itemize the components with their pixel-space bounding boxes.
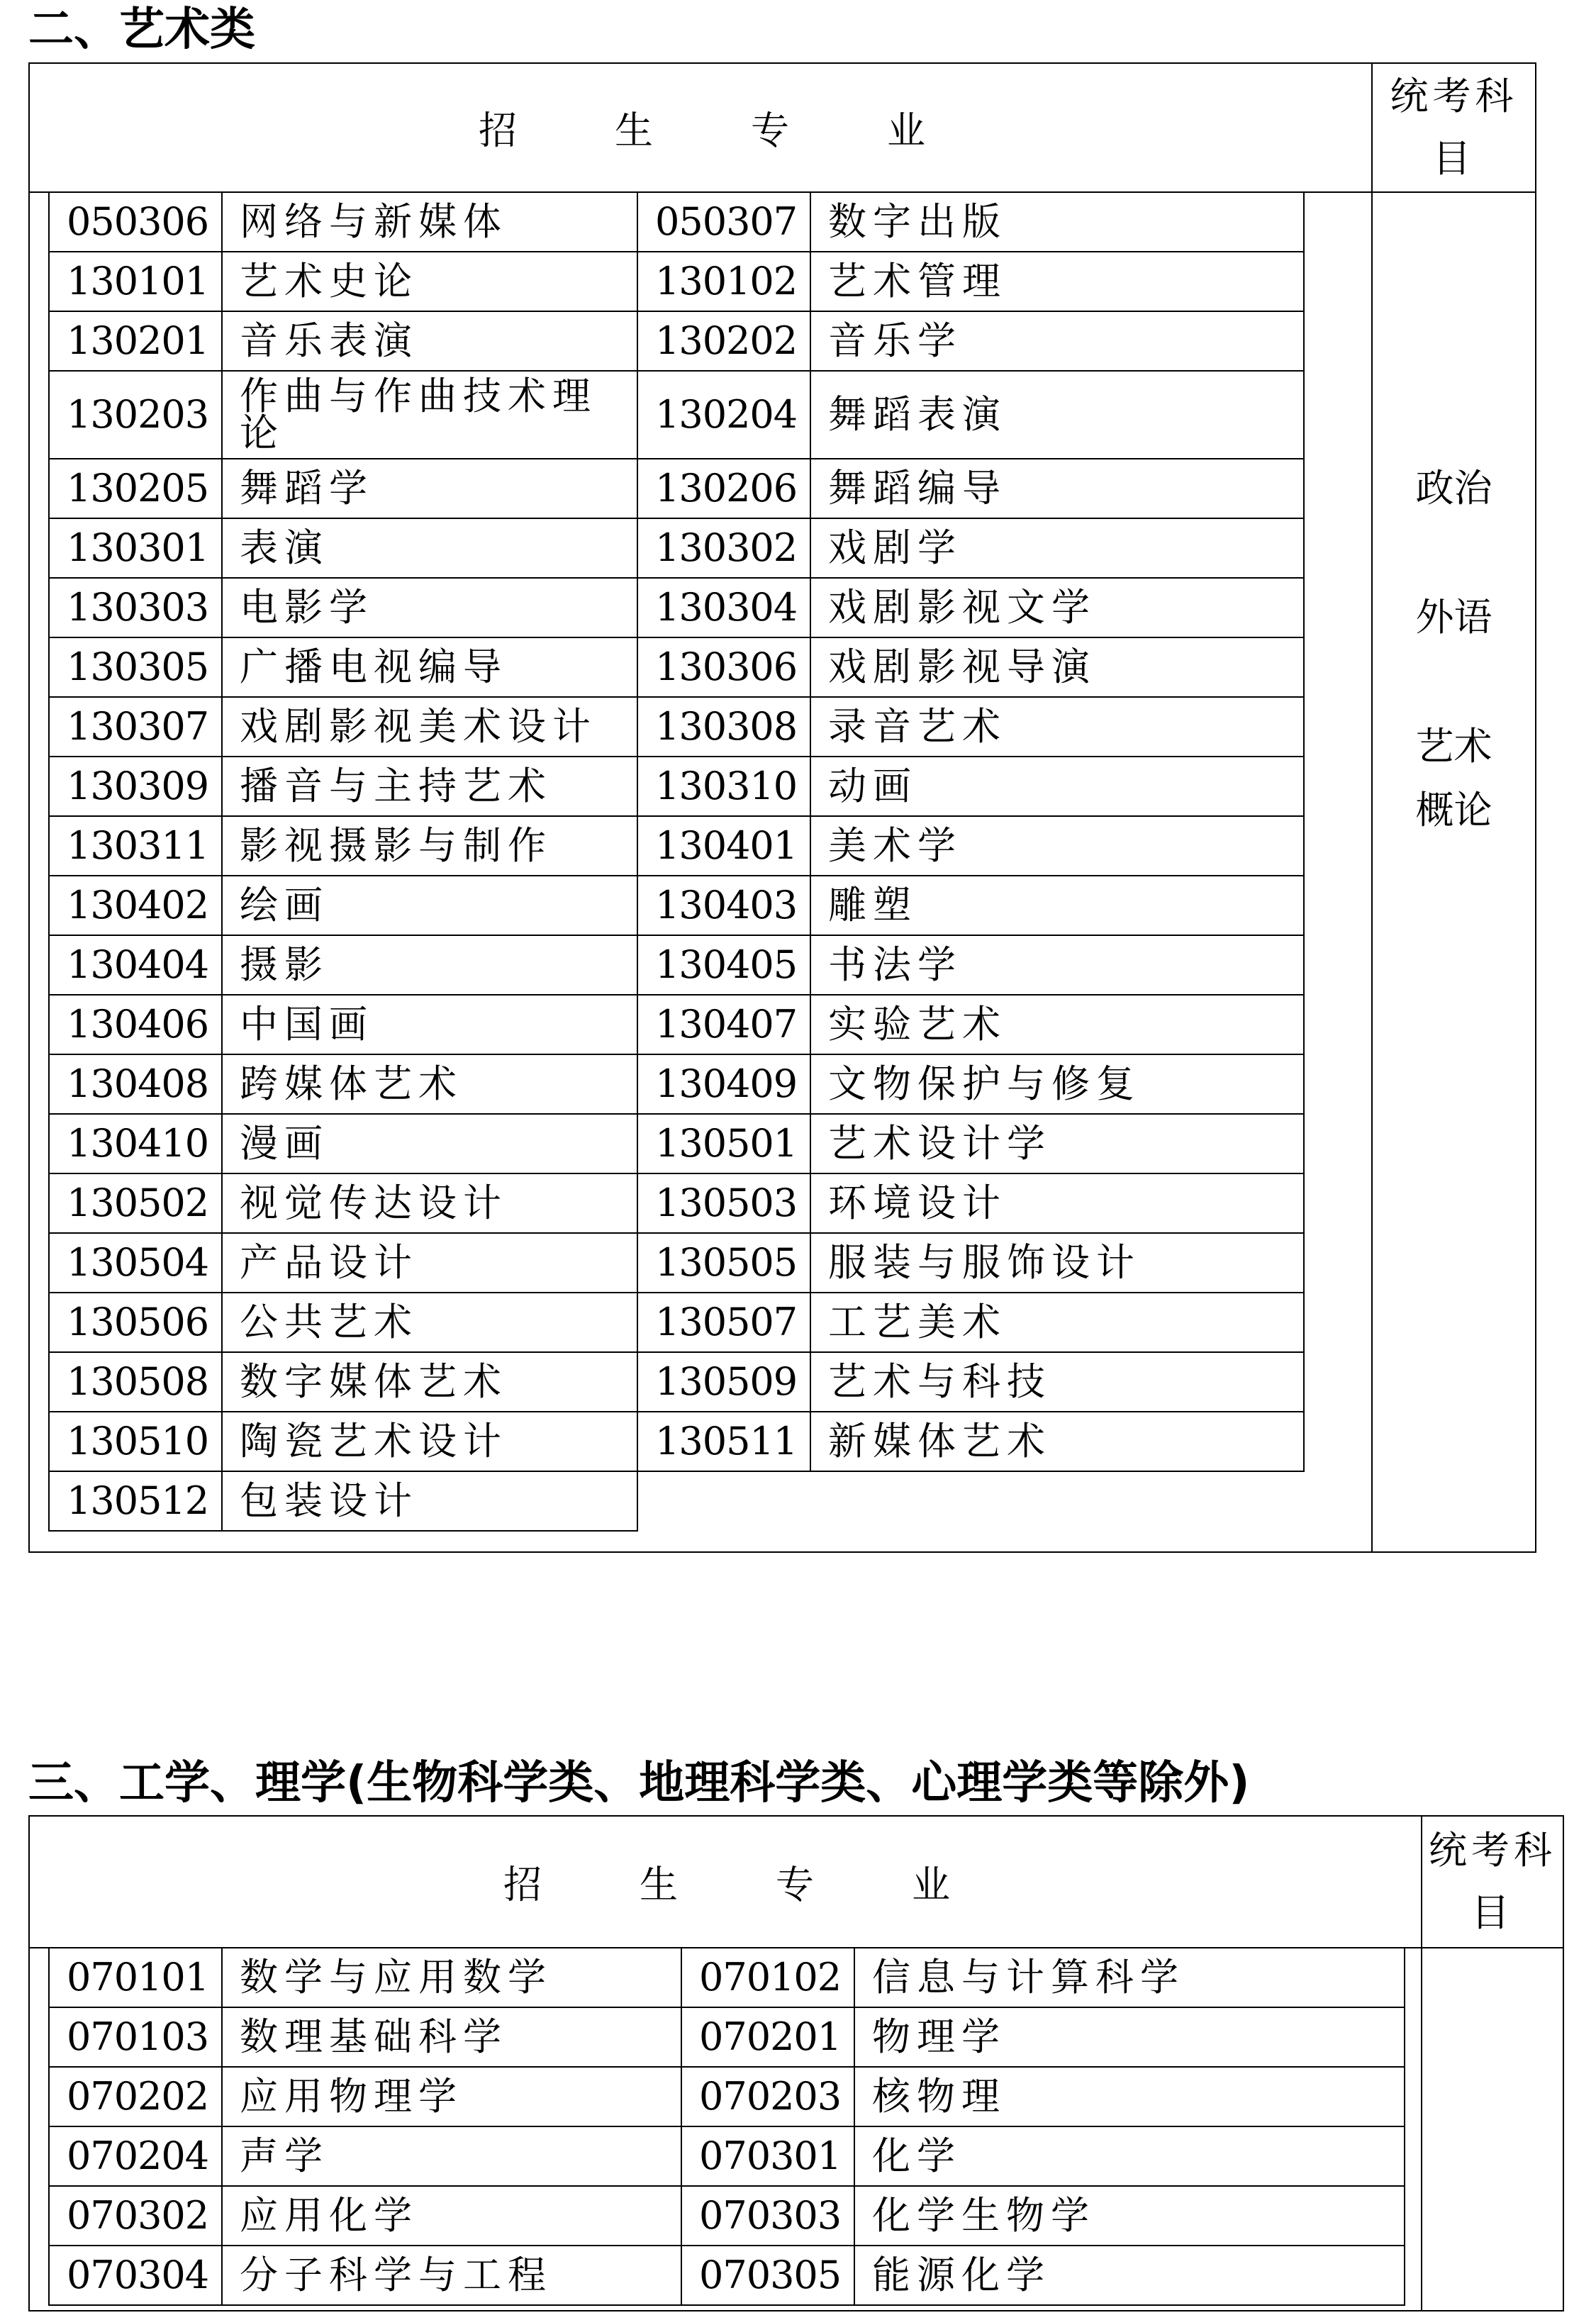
major-name: 声学 (222, 2126, 681, 2186)
table-row (49, 1173, 1304, 1233)
major-name: 舞蹈学 (222, 459, 637, 518)
major-name: 摄影 (222, 935, 637, 995)
major-code: 130511 (637, 1412, 810, 1471)
major-name: 作曲与作曲技术理论 (222, 371, 637, 459)
table-row (49, 2246, 1405, 2305)
major-code: 130310 (637, 757, 810, 816)
major-name: 舞蹈表演 (810, 371, 1304, 459)
major-code: 130502 (49, 1173, 222, 1233)
major-code: 070302 (49, 2186, 222, 2246)
major-name: 信息与计算科学 (854, 1948, 1405, 2007)
major-code: 130309 (49, 757, 222, 816)
major-code: 130102 (637, 252, 810, 311)
major-code: 130406 (49, 995, 222, 1054)
major-code: 070305 (681, 2246, 854, 2305)
major-name: 广播电视编导 (222, 637, 637, 697)
major-code: 130512 (49, 1471, 222, 1531)
table-row (49, 876, 1304, 935)
major-name: 书法学 (810, 935, 1304, 995)
major-code: 070203 (681, 2067, 854, 2126)
table-row (49, 2126, 1405, 2186)
major-code: 130401 (637, 816, 810, 876)
table-row (49, 2067, 1405, 2126)
major-code: 130201 (49, 311, 222, 371)
major-name: 艺术管理 (810, 252, 1304, 311)
table-row (49, 757, 1304, 816)
subject-foreign-language: 外语 (1415, 595, 1492, 640)
major-name: 影视摄影与制作 (222, 816, 637, 876)
science-majors-header-label: 招生专业 (503, 1862, 1048, 1907)
major-name: 戏剧影视美术设计 (222, 697, 637, 757)
major-code: 130402 (49, 876, 222, 935)
table-row (49, 1054, 1304, 1114)
major-code: 130305 (49, 637, 222, 697)
table-row (49, 459, 1304, 518)
major-name: 化学生物学 (854, 2186, 1405, 2246)
major-name: 公共艺术 (222, 1293, 637, 1352)
major-code: 130304 (637, 578, 810, 637)
arts-majors-header-label: 招生专业 (479, 108, 1023, 153)
science-subject-column (1421, 1817, 1563, 2310)
major-code: 130506 (49, 1293, 222, 1352)
major-code: 130509 (637, 1352, 810, 1412)
major-name: 网络与新媒体 (222, 192, 637, 252)
major-code: 130302 (637, 518, 810, 578)
major-name: 舞蹈编导 (810, 459, 1304, 518)
major-code: 070201 (681, 2007, 854, 2067)
major-code: 130405 (637, 935, 810, 995)
major-name: 戏剧影视导演 (810, 637, 1304, 697)
major-code: 070303 (681, 2186, 854, 2246)
major-code: 070202 (49, 2067, 222, 2126)
major-name: 艺术史论 (222, 252, 637, 311)
major-code: 130403 (637, 876, 810, 935)
table-row (49, 637, 1304, 697)
major-name: 包装设计 (222, 1471, 637, 1531)
major-name: 陶瓷艺术设计 (222, 1412, 637, 1471)
table-row (49, 1114, 1304, 1173)
major-name: 数字媒体艺术 (222, 1352, 637, 1412)
arts-majors-table (48, 191, 1305, 1532)
major-code: 130307 (49, 697, 222, 757)
major-name: 化学 (854, 2126, 1405, 2186)
major-name: 动画 (810, 757, 1304, 816)
empty-cell (637, 1471, 1304, 1531)
table-row (49, 371, 1304, 459)
major-name: 应用化学 (222, 2186, 681, 2246)
major-name: 环境设计 (810, 1173, 1304, 1233)
major-name: 数理基础科学 (222, 2007, 681, 2067)
major-code: 070204 (49, 2126, 222, 2186)
major-name: 实验艺术 (810, 995, 1304, 1054)
major-name: 数字出版 (810, 192, 1304, 252)
arts-subject-header-label: 统考科目 (1390, 74, 1518, 181)
subject-art-1: 艺术 (1415, 724, 1492, 769)
major-code: 130311 (49, 816, 222, 876)
section-title-science: 三、工学、理学(生物科学类、地理科学类、心理学类等除外) (28, 1757, 1250, 1809)
major-code: 130303 (49, 578, 222, 637)
table-row (49, 1233, 1304, 1293)
arts-subject-header (1373, 64, 1535, 193)
major-name: 核物理 (854, 2067, 1405, 2126)
major-code: 130505 (637, 1233, 810, 1293)
major-code: 130408 (49, 1054, 222, 1114)
major-code: 070304 (49, 2246, 222, 2305)
science-subject-header-label: 统考科目 (1429, 1828, 1556, 1935)
major-name: 物理学 (854, 2007, 1405, 2067)
section-title-arts: 二、艺术类 (28, 4, 255, 56)
major-code: 130410 (49, 1114, 222, 1173)
major-name: 工艺美术 (810, 1293, 1304, 1352)
major-code: 050307 (637, 192, 810, 252)
major-name: 应用物理学 (222, 2067, 681, 2126)
major-code: 070101 (49, 1948, 222, 2007)
major-code: 130508 (49, 1352, 222, 1412)
table-row (49, 995, 1304, 1054)
table-row (49, 935, 1304, 995)
major-code: 130308 (637, 697, 810, 757)
table-row (49, 1293, 1304, 1352)
major-name: 产品设计 (222, 1233, 637, 1293)
major-code: 130501 (637, 1114, 810, 1173)
major-code: 130507 (637, 1293, 810, 1352)
table-row (49, 2007, 1405, 2067)
science-subject-header (1422, 1817, 1563, 1948)
table-row (49, 518, 1304, 578)
table-row (49, 578, 1304, 637)
major-code: 130205 (49, 459, 222, 518)
major-code: 070102 (681, 1948, 854, 2007)
major-code: 130101 (49, 252, 222, 311)
major-name: 服装与服饰设计 (810, 1233, 1304, 1293)
major-name: 雕塑 (810, 876, 1304, 935)
major-code: 130404 (49, 935, 222, 995)
science-majors-header (30, 1817, 1424, 1948)
table-row (49, 311, 1304, 371)
major-code: 130301 (49, 518, 222, 578)
major-name: 艺术设计学 (810, 1114, 1304, 1173)
science-majors-table (48, 1947, 1405, 2306)
major-name: 分子科学与工程 (222, 2246, 681, 2305)
major-code: 130407 (637, 995, 810, 1054)
major-code: 130503 (637, 1173, 810, 1233)
major-name: 戏剧影视文学 (810, 578, 1304, 637)
table-row (49, 1471, 1304, 1531)
major-code: 130206 (637, 459, 810, 518)
major-name: 视觉传达设计 (222, 1173, 637, 1233)
major-name: 跨媒体艺术 (222, 1054, 637, 1114)
table-row (49, 697, 1304, 757)
major-code: 130204 (637, 371, 810, 459)
major-name: 表演 (222, 518, 637, 578)
major-name: 新媒体艺术 (810, 1412, 1304, 1471)
major-code: 050306 (49, 192, 222, 252)
major-name: 录音艺术 (810, 697, 1304, 757)
major-name: 美术学 (810, 816, 1304, 876)
major-name: 音乐学 (810, 311, 1304, 371)
major-code: 130510 (49, 1412, 222, 1471)
major-code: 130203 (49, 371, 222, 459)
subject-politics: 政治 (1415, 466, 1492, 511)
major-code: 070103 (49, 2007, 222, 2067)
major-code: 070301 (681, 2126, 854, 2186)
major-code: 130504 (49, 1233, 222, 1293)
major-code: 130409 (637, 1054, 810, 1114)
table-row (49, 1412, 1304, 1471)
table-row (49, 192, 1304, 252)
major-name: 数学与应用数学 (222, 1948, 681, 2007)
major-name: 文物保护与修复 (810, 1054, 1304, 1114)
major-name: 播音与主持艺术 (222, 757, 637, 816)
table-row (49, 1352, 1304, 1412)
table-row (49, 1948, 1405, 2007)
arts-subject-column (1371, 64, 1535, 1551)
major-name: 艺术与科技 (810, 1352, 1304, 1412)
major-code: 130306 (637, 637, 810, 697)
table-row (49, 2186, 1405, 2246)
major-name: 漫画 (222, 1114, 637, 1173)
table-row (49, 816, 1304, 876)
major-name: 能源化学 (854, 2246, 1405, 2305)
subject-art-2: 概论 (1415, 788, 1492, 832)
major-code: 130202 (637, 311, 810, 371)
major-name: 音乐表演 (222, 311, 637, 371)
arts-majors-header (30, 64, 1374, 193)
table-row (49, 252, 1304, 311)
major-name: 中国画 (222, 995, 637, 1054)
major-name: 电影学 (222, 578, 637, 637)
major-name: 绘画 (222, 876, 637, 935)
major-name: 戏剧学 (810, 518, 1304, 578)
